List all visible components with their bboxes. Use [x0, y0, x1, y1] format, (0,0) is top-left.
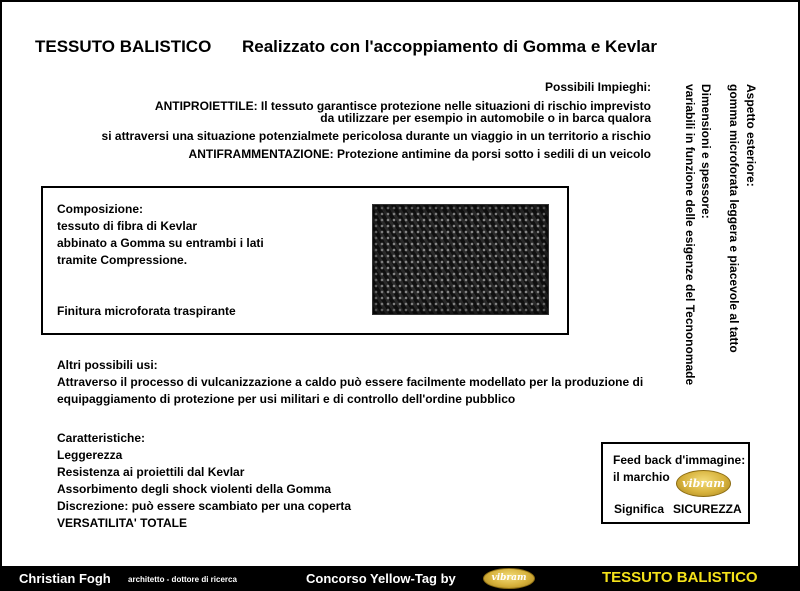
composizione-line: tessuto di fibra di Kevlar — [57, 219, 198, 233]
impieghi-line: ANTIFRAMMENTAZIONE: Protezione antimine da porsi sotto i sedili di un veicolo — [188, 147, 651, 161]
caratteristiche-item: Assorbimento degli shock violenti della Gomma — [57, 482, 332, 496]
feedback-significa: Significa — [614, 502, 665, 516]
footer-author: Christian Fogh — [19, 571, 111, 586]
caratteristiche-item: Leggerezza — [57, 448, 123, 462]
vertical-aspetto-text: gomma microforata leggera e piacevole al tatto — [727, 84, 741, 353]
vertical-aspetto-heading: Aspetto esteriore: — [744, 84, 758, 187]
page-title: TESSUTO BALISTICO — [35, 37, 212, 56]
feedback-value: SICUREZZA — [673, 502, 742, 516]
impieghi-line: ANTIPROIETTILE: Il tessuto garantisce protezione nelle situazioni di rischio imprevisto — [154, 99, 651, 113]
impieghi-line: da utilizzare per esempio in automobile o in barca qualora — [320, 111, 651, 125]
altri-usi-line: equipaggiamento di protezione per usi militari e di controllo dell'ordine pubblico — [57, 392, 516, 406]
caratteristiche-item: VERSATILITA' TOTALE — [57, 516, 187, 530]
altri-usi-line: Attraverso il processo di vulcanizzazione a caldo può essere facilmente modellato per la produzione di — [57, 375, 644, 389]
composizione-heading: Composizione: — [57, 202, 143, 216]
footer-role: architetto - dottore di ricerca — [128, 575, 237, 584]
footer-bar — [0, 566, 800, 591]
composizione-line: abbinato a Gomma su entrambi i lati — [57, 236, 264, 250]
vertical-dimensioni-heading: Dimensioni e spessore: — [699, 84, 713, 219]
impieghi-line: si attraversi una situazione potenzialmete pericolosa durante un viaggio in un territorio a rischio — [101, 129, 651, 143]
feedback-marchio: il marchio — [613, 470, 670, 484]
feedback-heading: Feed back d'immagine: — [613, 453, 746, 467]
caratteristiche-item: Resistenza ai proiettili dal Kevlar — [57, 465, 245, 479]
caratteristiche-item: Discrezione: può essere scambiato per una coperta — [57, 499, 352, 513]
vibram-logo: vibram — [676, 470, 731, 497]
footer-contest: Concorso Yellow-Tag by — [306, 571, 456, 586]
footer-title: TESSUTO BALISTICO — [602, 569, 758, 586]
caratteristiche-heading: Caratteristiche: — [57, 431, 146, 445]
vibram-logo-footer: vibram — [483, 568, 535, 589]
composizione-line: tramite Compressione. — [57, 253, 188, 267]
fabric-texture-image — [372, 204, 549, 315]
vertical-dimensioni-text: variabili in funzione delle esigenze del Tecnonomade — [683, 84, 697, 386]
page-subtitle: Realizzato con l'accoppiamento di Gomma e Kevlar — [242, 37, 657, 56]
finitura-text: Finitura microforata traspirante — [57, 304, 236, 318]
altri-usi-heading: Altri possibili usi: — [57, 358, 158, 372]
impieghi-heading: Possibili Impieghi: — [544, 80, 651, 94]
